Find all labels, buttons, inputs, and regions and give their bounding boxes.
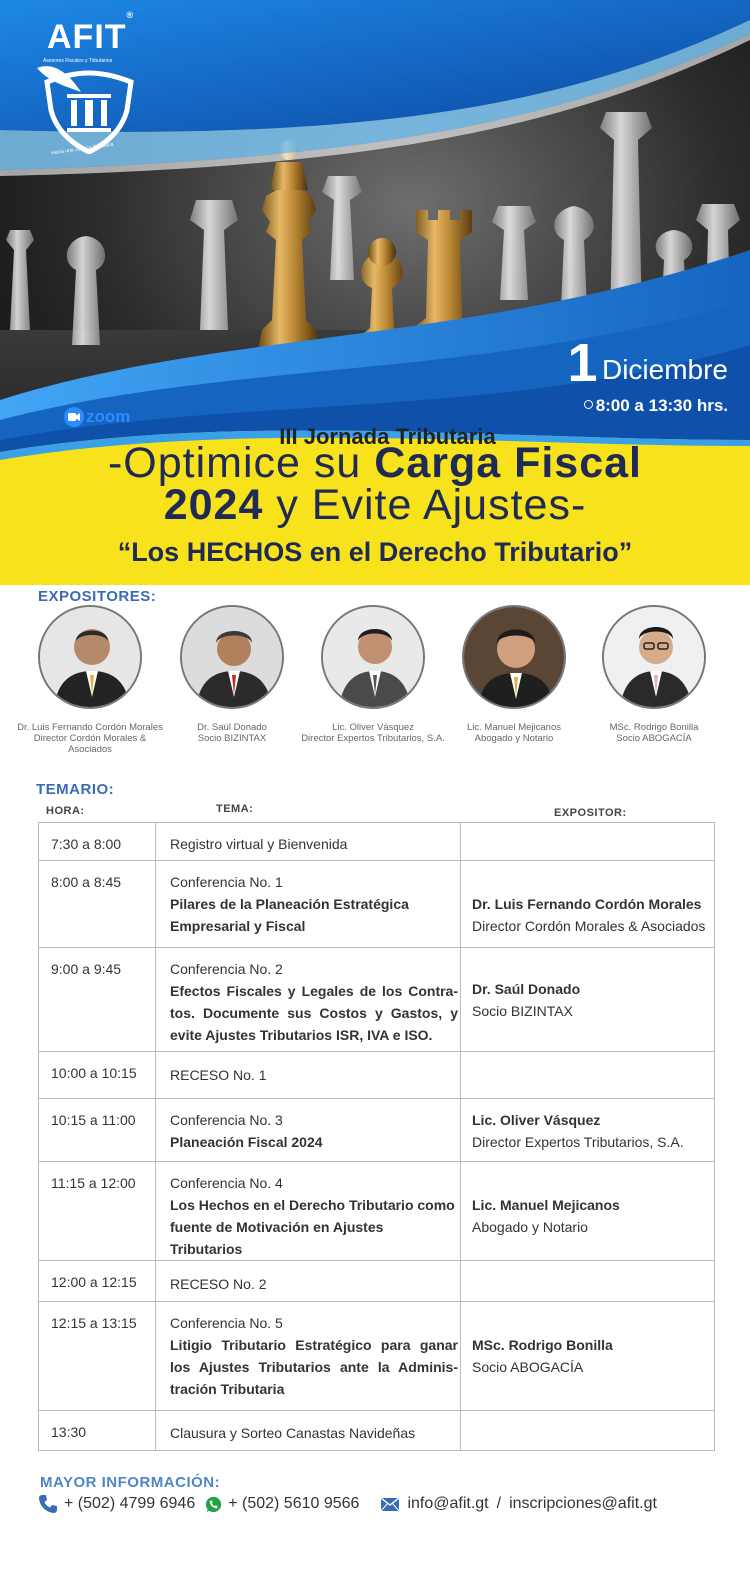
speaker-name: Lic. Manuel Mejicanos [467, 722, 561, 733]
speaker-role: Socio BIZINTAX [197, 732, 267, 744]
tema-label: Conferencia No. 2 [170, 961, 283, 977]
avatar [462, 605, 566, 709]
cell-hora: 13:30 [39, 1411, 156, 1451]
whatsapp-icon [205, 1496, 222, 1513]
cell-hora: 10:00 a 10:15 [39, 1052, 156, 1099]
speaker-card [15, 605, 165, 756]
cell-expositor [461, 823, 715, 861]
hero-banner [0, 0, 750, 585]
event-series: III Jornada Tributaria [279, 424, 496, 449]
speaker-role: Director Cordón Morales & Asociados [33, 732, 147, 755]
speaker-role: Abogado y Notario [474, 732, 554, 744]
cell-expositor [461, 1302, 715, 1411]
email-inscripciones-link[interactable]: inscripciones@afit.gt [509, 1495, 657, 1512]
table-row [39, 1052, 715, 1099]
speakers-heading: EXPOSITORES: [38, 588, 157, 605]
speakers-list [17, 605, 740, 775]
tema-title: Planeación Fiscal 2024 [170, 1134, 323, 1150]
table-row [39, 1099, 715, 1162]
headline-line-1: -Optimice su Carga Fiscal [107, 439, 642, 487]
cell-tema [156, 861, 461, 948]
speaker-name: MSc. Rodrigo Bonilla [609, 722, 699, 733]
cell-expositor [461, 948, 715, 1052]
speaker-role: Socio ABOGACÍA [616, 732, 692, 744]
avatar [321, 605, 425, 709]
event-month: Diciembre [601, 354, 728, 385]
cell-tema: RECESO No. 1 [156, 1052, 461, 1099]
speaker-card [579, 605, 729, 745]
tema-title: Pilares de la Planeación Estratégica Empresarial y Fiscal [170, 896, 409, 934]
whatsapp-number[interactable]: + (502) 5610 9566 [228, 1495, 360, 1512]
tema-label: Conferencia No. 4 [170, 1175, 283, 1191]
expositor-role: Socio ABOGACÍA [472, 1359, 584, 1375]
tema-label: Conferencia No. 5 [170, 1315, 283, 1331]
event-subtitle: “Los HECHOS en el Derecho Tributario” [117, 537, 633, 567]
expositor-role: Director Cordón Morales & Asociados [472, 918, 706, 934]
cell-tema: Registro virtual y Bienvenida [156, 823, 461, 861]
logo-motto: Hacia una Justicia Tributaria [50, 141, 114, 157]
cell-expositor [461, 1261, 715, 1302]
expositor-role: Abogado y Notario [472, 1219, 588, 1235]
avatar [602, 605, 706, 709]
logo-wordmark: AFIT® [47, 9, 135, 56]
phone-icon [38, 1494, 58, 1514]
email-separator: / [496, 1495, 502, 1512]
cell-hora: 10:15 a 11:00 [39, 1099, 156, 1162]
tema-title: Efectos Fiscales y Legales de los Contra-tos. Documente sus Costos y Gastos, y evite Ajustes Tributarios ISR, IVA e ISO. [170, 983, 458, 1043]
speaker-name: Dr. Luis Fernando Cordón Morales [17, 722, 163, 733]
event-time: 8:00 a 13:30 hrs. [567, 396, 728, 416]
cell-tema: RECESO No. 2 [156, 1261, 461, 1302]
expositor-name: Lic. Manuel Mejicanos [472, 1197, 620, 1213]
expositor-name: MSc. Rodrigo Bonilla [472, 1337, 613, 1353]
expositor-name: Dr. Luis Fernando Cordón Morales [472, 896, 702, 912]
tema-label: Conferencia No. 3 [170, 1112, 283, 1128]
email-info-link[interactable]: info@afit.gt [407, 1495, 489, 1512]
cell-tema [156, 948, 461, 1052]
cell-tema: Clausura y Sorteo Canastas Navideñas [156, 1411, 461, 1451]
expositor-name: Dr. Saúl Donado [472, 981, 581, 997]
speaker-role: Director Expertos Tributarios, S.A. [301, 732, 445, 744]
table-row [39, 948, 715, 1052]
afit-logo [35, 9, 145, 158]
cell-expositor [461, 861, 715, 948]
expositor-name: Lic. Oliver Vásquez [472, 1112, 601, 1128]
table-row [39, 1162, 715, 1261]
tema-title: Los Hechos en el Derecho Tributario como fuente de Motivación en Ajustes Tributarios [170, 1197, 455, 1257]
table-row [39, 1302, 715, 1411]
speaker-card [439, 605, 589, 745]
phone-number[interactable]: + (502) 4799 6946 [64, 1495, 196, 1512]
cell-hora: 12:15 a 13:15 [39, 1302, 156, 1411]
avatar [180, 605, 284, 709]
table-row [39, 1411, 715, 1451]
zoom-label: zoom [86, 407, 131, 426]
headline-line-2: 2024 y Evite Ajustes- [163, 481, 587, 529]
event-date [567, 333, 728, 416]
column-header-hora: HORA: [46, 805, 85, 817]
cell-expositor [461, 1162, 715, 1261]
agenda-heading: TEMARIO: [36, 781, 115, 798]
cell-tema [156, 1162, 461, 1261]
expositor-role: Socio BIZINTAX [472, 1003, 573, 1019]
logo-tagline: Asesores Fiscales y Tributarios [43, 58, 113, 64]
cell-expositor [461, 1052, 715, 1099]
cell-tema [156, 1099, 461, 1162]
event-day: 1 [567, 333, 598, 393]
contact-heading: MAYOR INFORMACIÓN: [40, 1474, 221, 1491]
cell-hora: 12:00 a 12:15 [39, 1261, 156, 1302]
mail-icon [381, 1498, 399, 1511]
avatar [38, 605, 142, 709]
cell-hora: 11:15 a 12:00 [39, 1162, 156, 1261]
cell-hora: 7:30 a 8:00 [39, 823, 156, 861]
speaker-card [298, 605, 448, 745]
cell-hora: 8:00 a 8:45 [39, 861, 156, 948]
cell-hora: 9:00 a 9:45 [39, 948, 156, 1052]
expositor-role: Director Expertos Tributarios, S.A. [472, 1134, 684, 1150]
table-row [39, 823, 715, 861]
speaker-name: Dr. Saúl Donado [197, 722, 267, 733]
tema-title: Litigio Tributario Estratégico para ganar los Ajustes Tributarios ante la Adminis-tración Tributaria [170, 1337, 458, 1397]
speaker-name: Lic. Oliver Vásquez [332, 722, 414, 733]
column-header-tema: TEMA: [216, 803, 254, 815]
cell-expositor [461, 1411, 715, 1451]
clock-icon [584, 400, 593, 409]
column-header-expositor: EXPOSITOR: [554, 807, 627, 819]
table-row [39, 1261, 715, 1302]
table-row [39, 861, 715, 948]
agenda-table [38, 822, 715, 1451]
shield-icon [37, 64, 141, 154]
tema-label: Conferencia No. 1 [170, 874, 283, 890]
contact-bar [38, 1494, 728, 1514]
cell-tema [156, 1302, 461, 1411]
speaker-card [157, 605, 307, 745]
cell-expositor [461, 1099, 715, 1162]
